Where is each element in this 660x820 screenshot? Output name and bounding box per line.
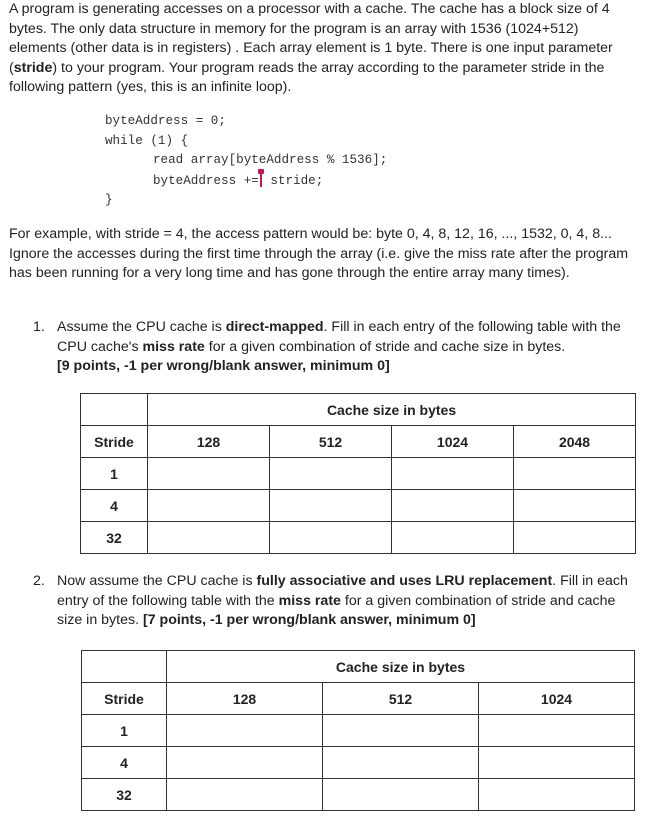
- question-1-points: [9 points, -1 per wrong/blank answer, minimum 0]: [57, 358, 390, 375]
- stride-value: 1: [81, 458, 148, 490]
- answer-cell[interactable]: [323, 779, 479, 811]
- corner-cell: [82, 651, 167, 683]
- answer-cell[interactable]: [479, 779, 635, 811]
- answer-cell[interactable]: [479, 747, 635, 779]
- size-header: 1024: [392, 426, 514, 458]
- size-header: 2048: [514, 426, 636, 458]
- code-line: read array[byteAddress % 1536];: [153, 153, 388, 168]
- answer-cell[interactable]: [270, 490, 392, 522]
- code-line: byteAddress += stride;: [105, 171, 387, 192]
- stride-value: 4: [81, 490, 148, 522]
- answer-cell[interactable]: [167, 715, 323, 747]
- answer-cell[interactable]: [323, 715, 479, 747]
- code-line: while (1) {: [105, 133, 189, 148]
- size-header: 512: [270, 426, 392, 458]
- code-line: }: [105, 193, 113, 208]
- size-header: 512: [323, 683, 479, 715]
- table-group-header: Cache size in bytes: [167, 651, 635, 683]
- size-header: 128: [167, 683, 323, 715]
- question-2-points: [7 points, -1 per wrong/blank answer, minimum 0]: [142, 612, 476, 629]
- question-2-number: 2.: [33, 573, 45, 589]
- text-cursor-marker: [260, 171, 262, 187]
- question-2-text: Now assume the CPU cache is fully associative and uses LRU replacement. Fill in each entry of the following table with the miss rate for a given combination of stride and cache size in bytes. [7 points, -1 per wrong/blank answer, minimum 0]: [57, 573, 628, 629]
- stride-header: Stride: [81, 426, 148, 458]
- table-group-header: Cache size in bytes: [148, 394, 636, 426]
- direct-mapped-table: [80, 393, 636, 554]
- code-block: [105, 112, 387, 211]
- answer-cell[interactable]: [514, 458, 636, 490]
- corner-cell: [81, 394, 148, 426]
- intro-paragraph: A program is generating accesses on a processor with a cache. The cache has a block size of 4 bytes. The only data structure in memory for the program is an array with 1536 (1024+512) elements (other data is in registers) . Each array element is 1 byte. There is one input parameter (stride) to your program. Your program reads the array according to the parameter stride in the following pattern (yes, this is an infinite loop).: [9, 1, 613, 96]
- answer-cell[interactable]: [148, 490, 270, 522]
- stride-value: 4: [82, 747, 167, 779]
- answer-cell[interactable]: [514, 522, 636, 554]
- answer-cell[interactable]: [392, 458, 514, 490]
- answer-cell[interactable]: [270, 458, 392, 490]
- example-paragraph: For example, with stride = 4, the access pattern would be: byte 0, 4, 8, 12, 16, ..., 1532, 0, 4, 8... Ignore the accesses during the first time through the array (i.e. give the miss rate after the program has been running for a very long time and has gone through the entire array many times).: [9, 226, 629, 282]
- answer-cell[interactable]: [148, 458, 270, 490]
- stride-value: 1: [82, 715, 167, 747]
- fully-associative-table: [81, 650, 635, 811]
- answer-cell[interactable]: [392, 490, 514, 522]
- answer-cell[interactable]: [167, 747, 323, 779]
- question-1-text: Assume the CPU cache is direct-mapped. Fill in each entry of the following table with the CPU cache's miss rate for a given combination of stride and cache size in bytes. [9 points, -1 per wrong/blank answer, minimum 0]: [57, 319, 621, 375]
- answer-cell[interactable]: [148, 522, 270, 554]
- answer-cell[interactable]: [323, 747, 479, 779]
- stride-value: 32: [82, 779, 167, 811]
- question-1-number: 1.: [33, 319, 45, 335]
- answer-cell[interactable]: [392, 522, 514, 554]
- stride-value: 32: [81, 522, 148, 554]
- answer-cell[interactable]: [270, 522, 392, 554]
- size-header: 1024: [479, 683, 635, 715]
- size-header: 128: [148, 426, 270, 458]
- stride-header: Stride: [82, 683, 167, 715]
- code-line: byteAddress = 0;: [105, 114, 226, 128]
- answer-cell[interactable]: [167, 779, 323, 811]
- answer-cell[interactable]: [479, 715, 635, 747]
- answer-cell[interactable]: [514, 490, 636, 522]
